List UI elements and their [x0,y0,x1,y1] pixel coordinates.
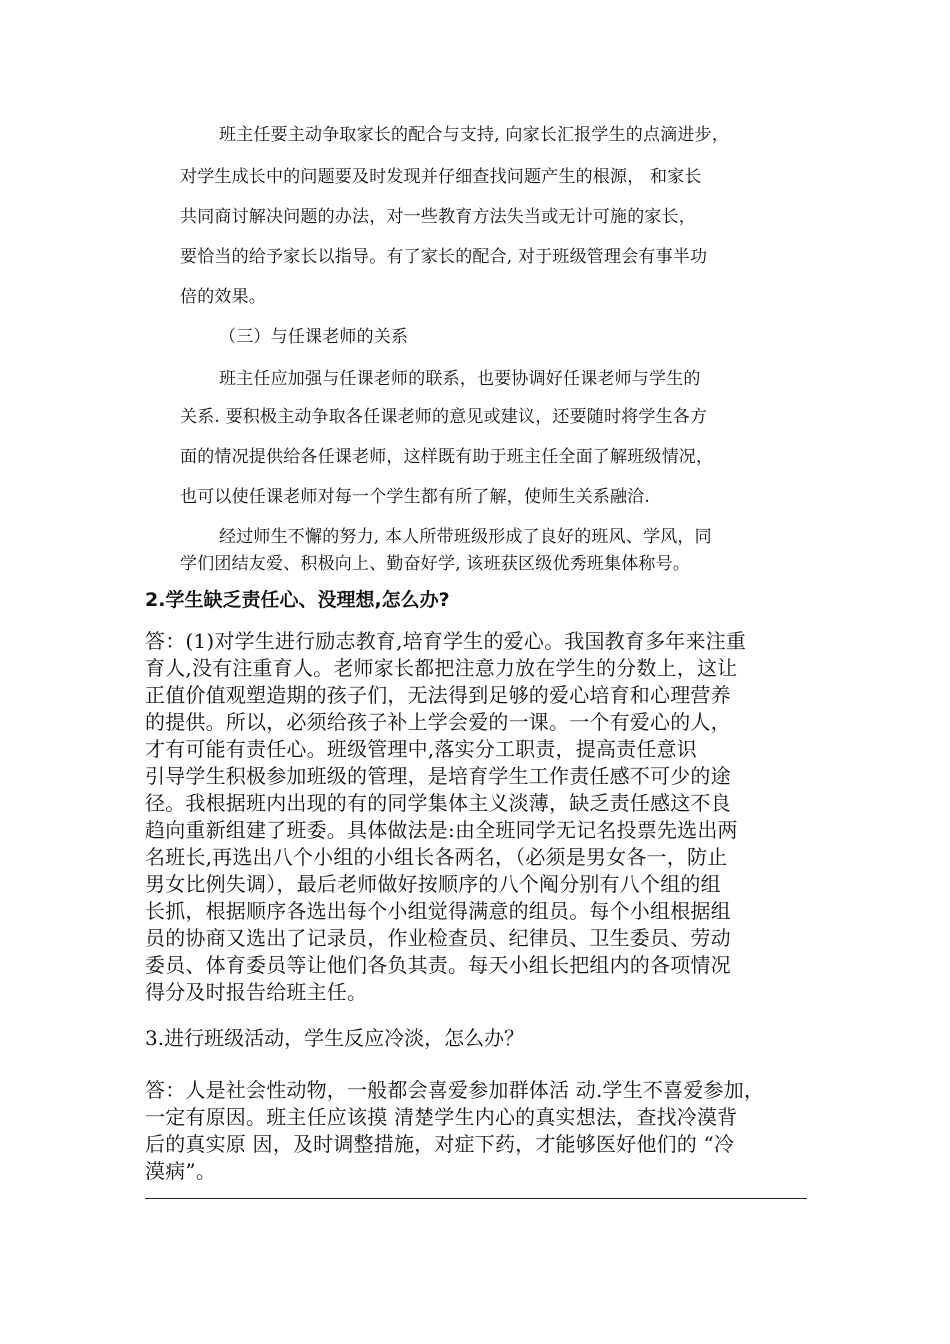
q2-answer-line-6: 引导学生积极参加班级的管理，是培育学生工作责任感不可少的途 [145,764,731,788]
q2-answer-line-14: 得分及时报告给班主任。 [145,980,368,1004]
q2-answer-line-12: 员的协商又选出了记录员，作业检查员、纪律员、卫生委员、劳动 [145,926,731,950]
teacher-line-2: 关系. 要积极主动争取各任课老师的意见或建议，还要随时将学生各方 [180,407,708,427]
q2-answer-line-4: 的提供。所以，必须给孩子补上学会爱的一课。一个有爱心的人， [145,710,731,734]
q3-answer-line-4: 漠病”。 [145,1159,217,1183]
q3-answer-line-3: 后的真实原 因，及时调整措施，对症下药，才能够医好他们的 “冷 [145,1132,735,1156]
intro-line-1: 班主任要主动争取家长的配合与支持, 向家长汇报学生的点滴进步， [219,125,730,145]
intro-line-5: 倍的效果。 [180,287,266,307]
question-3-title: 3.进行班级活动，学生反应冷淡，怎么办？ [145,1026,525,1050]
q3-answer-line-1: 答：人是社会性动物，一般都会喜爱参加群体活 动.学生不喜爱参加， [145,1078,765,1102]
q2-answer-line-1: 答：(1)对学生进行励志教育,培育学生的爱心。我国教育多年来注重 [145,629,747,653]
result-line-2: 学们团结友爱、积极向上、勤奋好学, 该班获区级优秀班集体称号。 [180,554,691,574]
q2-answer-line-10: 男女比例失调），最后老师做好按顺序的八个阄分别有八个组的组 [145,872,721,896]
q2-answer-line-7: 径。我根据班内出现的有的同学集体主义淡薄，缺乏责任感这不良 [145,791,731,815]
intro-line-3: 共同商讨解决问题的办法，对一些教育方法失当或无计可施的家长， [180,207,696,227]
intro-line-2: 对学生成长中的问题要及时发现并仔细查找问题产生的根源， 和家长 [180,167,702,187]
intro-line-4: 要恰当的给予家长以指导。有了家长的配合, 对于班级管理会有事半功 [180,247,708,267]
q2-answer-line-8: 趋向重新组建了班委。具体做法是:由全班同学无记名投票先选出两 [145,818,738,842]
q2-answer-line-2: 育人,没有注重育人。老师家长都把注意力放在学生的分数上，这让 [145,656,738,680]
q2-answer-line-3: 正值价值观塑造期的孩子们，无法得到足够的爱心培育和心理营养 [145,683,731,707]
q3-answer-line-2: 一定有原因。班主任应该摸 清楚学生内心的真实想法，查找冷漠背 [145,1105,738,1129]
q2-answer-line-11: 长抓，根据顺序各选出每个小组觉得满意的组员。每个小组根据组 [145,899,731,923]
teacher-line-1: 班主任应加强与任课老师的联系，也要协调好任课老师与学生的 [219,369,701,389]
q2-answer-line-5: 才有可能有责任心。班级管理中,落实分工职责，提高责任意识 [145,737,697,761]
q2-answer-line-13: 委员、体育委员等让他们各负其责。每天小组长把组内的各项情况 [145,953,731,977]
q2-answer-line-9: 名班长,再选出八个小组的小组长各两名，（必须是男女各一，防止 [145,845,728,869]
subheading-teacher-relationship: （三）与任课老师的关系 [219,327,409,347]
question-2-title: 2.学生缺乏责任心、没理想,怎么办? [145,589,450,611]
result-line-1: 经过师生不懈的努力, 本人所带班级形成了良好的班风、学风，同 [219,527,712,547]
bottom-rule [145,1198,807,1199]
teacher-line-3: 面的情况提供给各任课老师，这样既有助于班主任全面了解班级情况， [180,447,714,467]
teacher-line-4: 也可以使任课老师对每一个学生都有所了解，使师生关系融洽. [180,487,651,507]
